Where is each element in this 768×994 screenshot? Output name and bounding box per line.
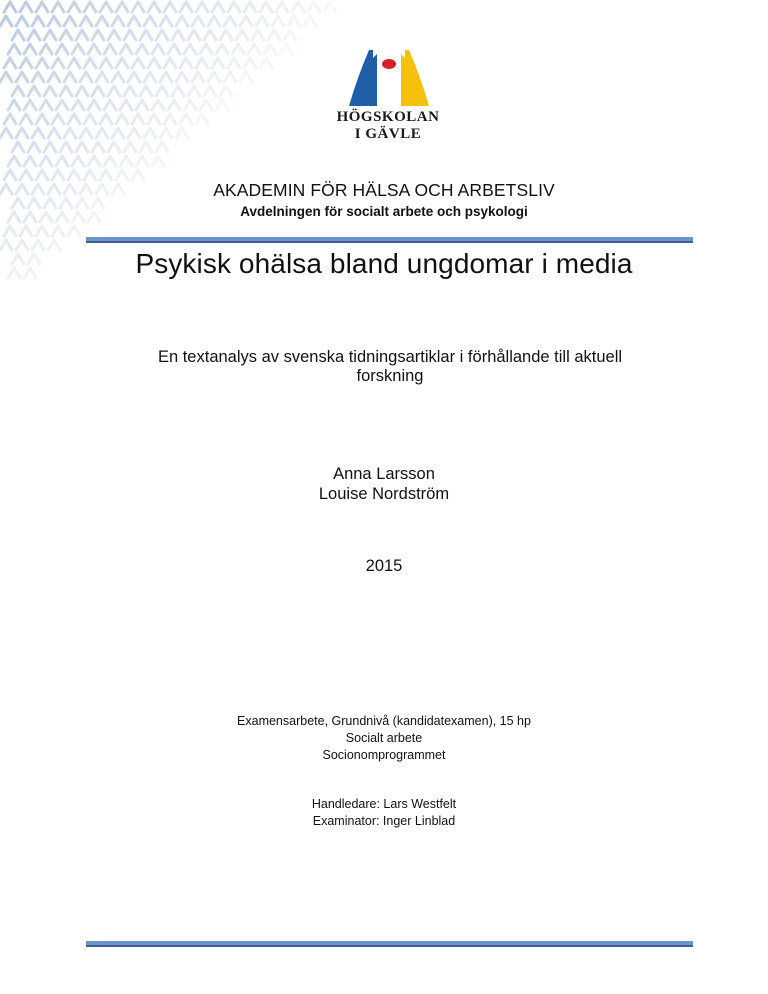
pattern-chevron (116, 58, 128, 68)
pattern-chevron (20, 2, 32, 12)
pattern-chevron (176, 16, 188, 26)
pattern-chevron (72, 100, 84, 110)
pattern-chevron (76, 142, 88, 152)
pattern-chevron (180, 114, 192, 124)
pattern-chevron (132, 2, 144, 12)
top-divider (86, 237, 693, 243)
pattern-chevron (168, 100, 180, 110)
pattern-chevron (124, 142, 136, 152)
pattern-chevron (180, 58, 192, 68)
pattern-chevron (192, 16, 204, 26)
pattern-chevron (8, 156, 20, 166)
pattern-chevron (92, 30, 104, 40)
pattern-chevron (4, 226, 16, 236)
pattern-chevron (216, 44, 228, 54)
pattern-chevron (12, 86, 24, 96)
pattern-chevron (276, 2, 288, 12)
pattern-chevron (100, 170, 112, 180)
pattern-chevron (176, 72, 188, 82)
pattern-chevron (260, 2, 272, 12)
pattern-chevron (124, 30, 136, 40)
pattern-chevron (128, 16, 140, 26)
pattern-chevron (280, 44, 292, 54)
pattern-chevron (204, 86, 216, 96)
pattern-chevron (68, 2, 80, 12)
pattern-chevron (44, 30, 56, 40)
pattern-chevron (256, 16, 268, 26)
pattern-chevron (84, 2, 96, 12)
pattern-chevron (268, 30, 280, 40)
pattern-chevron (32, 128, 44, 138)
pattern-chevron (196, 2, 208, 12)
pattern-chevron (4, 114, 16, 124)
logo-name-line1: HÖGSKOLAN (336, 109, 440, 125)
pattern-chevron (116, 2, 128, 12)
pattern-chevron (260, 58, 272, 68)
pattern-chevron (76, 30, 88, 40)
pattern-chevron (124, 86, 136, 96)
pattern-chevron (140, 86, 152, 96)
pattern-chevron (148, 58, 160, 68)
pattern-chevron (184, 44, 196, 54)
pattern-chevron (152, 100, 164, 110)
pattern-chevron (16, 72, 28, 82)
pattern-chevron (120, 100, 132, 110)
pattern-chevron (156, 30, 168, 40)
pattern-chevron (144, 128, 156, 138)
pattern-chevron (112, 72, 124, 82)
pattern-chevron (24, 100, 36, 110)
decorative-pattern (0, 0, 340, 290)
pattern-chevron (52, 114, 64, 124)
pattern-chevron (104, 44, 116, 54)
pattern-chevron (92, 86, 104, 96)
pattern-chevron (48, 128, 60, 138)
pattern-chevron (20, 114, 32, 124)
pattern-chevron (156, 142, 168, 152)
pattern-chevron (160, 128, 172, 138)
pattern-chevron (88, 156, 100, 166)
pattern-chevron (148, 114, 160, 124)
pattern-chevron (64, 128, 76, 138)
pattern-chevron (60, 86, 72, 96)
pattern-chevron (236, 30, 248, 40)
pattern-chevron (24, 44, 36, 54)
pattern-chevron (244, 58, 256, 68)
pattern-chevron (208, 16, 220, 26)
author-name: Anna Larsson (333, 465, 435, 483)
pattern-chevron (108, 142, 120, 152)
pattern-chevron (100, 114, 112, 124)
pattern-chevron (216, 100, 228, 110)
pattern-chevron (20, 58, 32, 68)
pattern-chevron (36, 226, 48, 236)
pattern-chevron (240, 16, 252, 26)
pattern-chevron (248, 44, 260, 54)
pattern-chevron (264, 44, 276, 54)
pattern-chevron (244, 2, 256, 12)
pattern-chevron (28, 30, 40, 40)
academy-heading: AKADEMIN FÖR HÄLSA OCH ARBETSLIV (213, 180, 555, 200)
thesis-examiner: Examinator: Inger Linblad (312, 814, 456, 828)
pattern-chevron (136, 44, 148, 54)
pattern-chevron (228, 2, 240, 12)
pattern-chevron (40, 100, 52, 110)
pattern-chevron (60, 30, 72, 40)
pattern-chevron (0, 16, 12, 26)
pattern-chevron (172, 30, 184, 40)
pattern-chevron (196, 114, 208, 124)
pattern-chevron (0, 72, 12, 82)
logo-name-line2: I GÄVLE (354, 126, 422, 142)
pattern-chevron (64, 16, 76, 26)
pattern-chevron (28, 142, 40, 152)
pattern-chevron (36, 114, 48, 124)
pattern-chevron (68, 58, 80, 68)
pattern-chevron (56, 156, 68, 166)
pattern-chevron (208, 72, 220, 82)
pattern-chevron (120, 156, 132, 166)
pattern-chevron (172, 86, 184, 96)
pattern-chevron (20, 170, 32, 180)
pattern-chevron (72, 156, 84, 166)
pattern-chevron (4, 58, 16, 68)
pattern-chevron (120, 44, 132, 54)
pattern-chevron (220, 86, 232, 96)
pattern-chevron (304, 16, 316, 26)
pattern-chevron (24, 156, 36, 166)
pattern-chevron (284, 30, 296, 40)
pattern-chevron (220, 30, 232, 40)
pattern-chevron (60, 142, 72, 152)
thesis-subject: Socialt arbete (345, 731, 423, 745)
pattern-chevron (108, 30, 120, 40)
pattern-chevron (132, 170, 144, 180)
pattern-chevron (0, 128, 12, 138)
pattern-chevron (128, 72, 140, 82)
pattern-chevron (224, 72, 236, 82)
pattern-chevron (192, 72, 204, 82)
pattern-chevron (292, 2, 304, 12)
pattern-chevron (88, 100, 100, 110)
pattern-chevron (80, 128, 92, 138)
pattern-chevron (200, 44, 212, 54)
pattern-chevron (88, 44, 100, 54)
pattern-chevron (224, 16, 236, 26)
pattern-chevron (168, 44, 180, 54)
pattern-chevron (52, 170, 64, 180)
pattern-chevron (52, 58, 64, 68)
pattern-chevron (232, 44, 244, 54)
pattern-chevron (140, 30, 152, 40)
pattern-chevron (112, 128, 124, 138)
pattern-chevron (164, 58, 176, 68)
pattern-chevron (128, 128, 140, 138)
pattern-chevron (4, 170, 16, 180)
pattern-chevron (152, 44, 164, 54)
pattern-chevron (20, 226, 32, 236)
pattern-chevron (164, 114, 176, 124)
thesis-supervisor: Handledare: Lars Westfelt (311, 797, 457, 811)
bottom-divider (86, 941, 693, 947)
pattern-chevron (84, 58, 96, 68)
pattern-chevron (100, 58, 112, 68)
thesis-year: 2015 (365, 557, 403, 575)
pattern-chevron (32, 72, 44, 82)
pattern-chevron (140, 142, 152, 152)
pattern-chevron (84, 170, 96, 180)
pattern-chevron (72, 44, 84, 54)
pattern-chevron (108, 86, 120, 96)
pattern-chevron (308, 2, 320, 12)
pattern-chevron (104, 100, 116, 110)
pattern-chevron (164, 2, 176, 12)
pattern-chevron (52, 2, 64, 12)
pattern-chevron (92, 142, 104, 152)
thesis-program: Socionomprogrammet (322, 748, 446, 762)
pattern-chevron (40, 156, 52, 166)
pattern-chevron (116, 114, 128, 124)
pattern-chevron (52, 226, 64, 236)
pattern-chevron (152, 156, 164, 166)
pattern-chevron (32, 16, 44, 26)
pattern-chevron (228, 58, 240, 68)
pattern-chevron (212, 2, 224, 12)
pattern-chevron (64, 72, 76, 82)
pattern-chevron (12, 30, 24, 40)
pattern-chevron (12, 142, 24, 152)
pattern-chevron (204, 30, 216, 40)
pattern-chevron (200, 100, 212, 110)
pattern-chevron (56, 100, 68, 110)
pattern-chevron (180, 2, 192, 12)
pattern-chevron (36, 58, 48, 68)
pattern-chevron (212, 58, 224, 68)
pattern-chevron (160, 16, 172, 26)
pattern-chevron (160, 72, 172, 82)
pattern-chevron (68, 226, 80, 236)
pattern-chevron (80, 72, 92, 82)
thesis-subtitle: En textanalys av svenska tidningsartiklar i förhållande till aktuell forskning (157, 348, 623, 385)
pattern-chevron (144, 16, 156, 26)
pattern-chevron (136, 156, 148, 166)
pattern-chevron (48, 72, 60, 82)
pattern-chevron (324, 2, 336, 12)
pattern-chevron (44, 142, 56, 152)
pattern-chevron (132, 114, 144, 124)
pattern-chevron (8, 100, 20, 110)
pattern-chevron (36, 170, 48, 180)
pattern-chevron (56, 44, 68, 54)
pattern-chevron (28, 86, 40, 96)
department-heading: Avdelningen för socialt arbete och psykologi (240, 204, 528, 219)
thesis-title: Psykisk ohälsa bland ungdomar i media (135, 248, 633, 279)
pattern-chevron (8, 44, 20, 54)
pattern-chevron (112, 16, 124, 26)
pattern-chevron (96, 128, 108, 138)
pattern-chevron (48, 16, 60, 26)
pattern-chevron (196, 58, 208, 68)
pattern-chevron (148, 2, 160, 12)
pattern-chevron (84, 114, 96, 124)
pattern-chevron (68, 170, 80, 180)
pattern-chevron (144, 72, 156, 82)
pattern-chevron (176, 128, 188, 138)
pattern-chevron (184, 100, 196, 110)
pattern-chevron (188, 86, 200, 96)
pattern-chevron (104, 156, 116, 166)
pattern-chevron (136, 100, 148, 110)
pattern-chevron (100, 2, 112, 12)
pattern-chevron (40, 44, 52, 54)
pattern-chevron (272, 16, 284, 26)
pattern-chevron (96, 72, 108, 82)
pattern-chevron (44, 86, 56, 96)
pattern-chevron (4, 2, 16, 12)
author-name: Louise Nordström (318, 485, 450, 503)
pattern-chevron (156, 86, 168, 96)
thesis-level: Examensarbete, Grundnivå (kandidatexamen), 15 hp (237, 714, 531, 728)
pattern-chevron (96, 16, 108, 26)
pattern-chevron (80, 16, 92, 26)
pattern-chevron (132, 58, 144, 68)
pattern-chevron (68, 114, 80, 124)
pattern-chevron (240, 72, 252, 82)
pattern-chevron (252, 30, 264, 40)
pattern-chevron (116, 170, 128, 180)
pattern-chevron (288, 16, 300, 26)
pattern-chevron (16, 128, 28, 138)
pattern-chevron (188, 30, 200, 40)
pattern-chevron (36, 2, 48, 12)
pattern-chevron (16, 16, 28, 26)
pattern-chevron (76, 86, 88, 96)
